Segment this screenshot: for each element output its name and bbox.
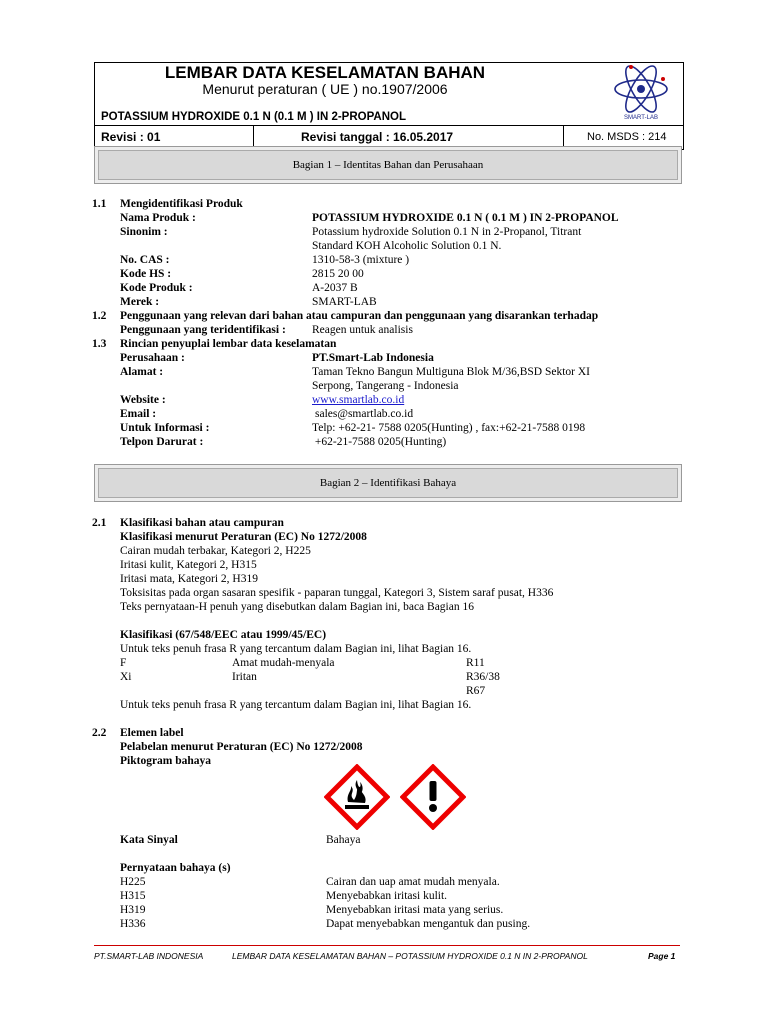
table-cell: Xi xyxy=(120,671,132,683)
subsection-subtitle: Pelabelan menurut Peraturan (EC) No 1272/2008 xyxy=(120,741,363,753)
field-label: Email : xyxy=(120,408,157,420)
msds-number: No. MSDS : 214 xyxy=(587,131,667,143)
field-value: Telp: +62-21- 7588 0205(Hunting) , fax:+62-21-7588 0198 xyxy=(312,422,586,434)
hazard-code: H315 xyxy=(120,890,146,902)
hazard-text: Dapat menyebabkan mengantuk dan pusing. xyxy=(326,918,531,930)
field-value: 1310-58-3 (mixture ) xyxy=(312,254,410,266)
table-cell: R67 xyxy=(466,685,486,697)
table-cell: R36/38 xyxy=(466,671,500,683)
classification-line: Teks pernyataan-H penuh yang disebutkan dalam Bagian ini, baca Bagian 16 xyxy=(120,601,474,613)
field-label: Untuk Informasi : xyxy=(120,422,210,434)
field-label: Merek : xyxy=(120,296,160,308)
section-number: 2.1 xyxy=(92,517,107,529)
field-value: Reagen untuk analisis xyxy=(312,324,413,336)
table-cell: R11 xyxy=(466,657,485,669)
subsection-subtitle: Klasifikasi (67/548/EEC atau 1999/45/EC) xyxy=(120,629,327,641)
product-heading: POTASSIUM HYDROXIDE 0.1 N (0.1 M ) IN 2-PROPANOL xyxy=(101,111,407,123)
field-value: Taman Tekno Bangun Multiguna Blok M/36,BSD Sektor XI xyxy=(312,366,590,378)
classification-line: Cairan mudah terbakar, Kategori 2, H225 xyxy=(120,545,311,557)
classification-line: Iritasi kulit, Kategori 2, H315 xyxy=(120,559,257,571)
field-label: Perusahaan : xyxy=(120,352,185,364)
divider xyxy=(563,126,564,148)
exclamation-pictogram-icon xyxy=(400,764,466,830)
section-1-title: Bagian 1 – Identitas Bahan dan Perusahaan xyxy=(292,159,484,171)
footer-document-title: LEMBAR DATA KESELAMATAN BAHAN – POTASSIUM HYDROXIDE 0.1 N IN 2-PROPANOL xyxy=(232,951,588,961)
signal-word: Bahaya xyxy=(326,834,361,846)
field-label: Sinonim : xyxy=(120,226,168,238)
hazard-code: H336 xyxy=(120,918,146,930)
section-number: 1.2 xyxy=(92,310,107,322)
field-label: Kode Produk : xyxy=(120,282,193,294)
field-value: Serpong, Tangerang - Indonesia xyxy=(312,380,459,392)
field-label: Kode HS : xyxy=(120,268,172,280)
field-value: POTASSIUM HYDROXIDE 0.1 N ( 0.1 M ) IN 2-PROPANOL xyxy=(312,212,619,224)
field-label: Telpon Darurat : xyxy=(120,436,204,448)
classification-line: Toksisitas pada organ sasaran spesifik - paparan tunggal, Kategori 3, Sistem saraf pusat, H336 xyxy=(120,587,554,599)
footer-page-number: Page 1 xyxy=(648,951,676,961)
hazard-code: H225 xyxy=(120,876,146,888)
section-number: 1.3 xyxy=(92,338,107,350)
smart-lab-logo-icon xyxy=(605,59,681,123)
field-label: Website : xyxy=(120,394,166,406)
field-value: A-2037 B xyxy=(312,282,358,294)
table-cell: Amat mudah-menyala xyxy=(232,657,335,669)
logo-text: SMART-LAB xyxy=(624,115,658,121)
field-label: Penggunaan yang teridentifikasi : xyxy=(120,324,286,336)
section-number: 2.2 xyxy=(92,727,107,739)
table-cell: Iritan xyxy=(232,671,257,683)
classification-line: Iritasi mata, Kategori 2, H319 xyxy=(120,573,258,585)
field-value: PT.Smart-Lab Indonesia xyxy=(312,352,434,364)
field-label: Nama Produk : xyxy=(120,212,196,224)
table-cell: F xyxy=(120,657,127,669)
subsection-subtitle: Pernyataan bahaya (s) xyxy=(120,862,231,874)
email-value: sales@smartlab.co.id xyxy=(315,408,414,420)
revision-number: Revisi : 01 xyxy=(101,130,161,144)
field-label: No. CAS : xyxy=(120,254,170,266)
field-value: +62-21-7588 0205(Hunting) xyxy=(312,436,447,448)
subsection-subtitle: Piktogram bahaya xyxy=(120,755,212,767)
regulation-subtitle: Menurut peraturan ( UE ) no.1907/2006 xyxy=(202,81,448,97)
footer-company: PT.SMART-LAB INDONESIA xyxy=(94,951,204,961)
section-2-bar xyxy=(94,464,682,502)
field-value: Standard KOH Alcoholic Solution 0.1 N. xyxy=(312,240,502,252)
field-label: Kata Sinyal xyxy=(120,834,178,846)
hazard-text: Menyebabkan iritasi kulit. xyxy=(326,890,448,902)
field-label: Alamat : xyxy=(120,366,164,378)
subsection-subtitle: Klasifikasi menurut Peraturan (EC) No 1272/2008 xyxy=(120,531,367,543)
section-1-bar xyxy=(94,146,682,184)
subsection-title: Penggunaan yang relevan dari bahan atau campuran dan penggunaan yang disarankan terhadap xyxy=(120,310,599,322)
hazard-text: Menyebabkan iritasi mata yang serius. xyxy=(326,904,504,916)
hazard-code: H319 xyxy=(120,904,146,916)
field-value: SMART-LAB xyxy=(312,296,377,308)
note-text: Untuk teks penuh frasa R yang tercantum dalam Bagian ini, lihat Bagian 16. xyxy=(120,699,472,711)
section-number: 1.1 xyxy=(92,198,107,210)
hazard-text: Cairan dan uap amat mudah menyala. xyxy=(326,876,500,888)
subsection-title: Elemen label xyxy=(120,727,184,739)
field-value: 2815 20 00 xyxy=(312,268,364,280)
divider xyxy=(253,126,254,148)
revision-date: Revisi tanggal : 16.05.2017 xyxy=(301,130,454,144)
flame-pictogram-icon xyxy=(324,764,390,830)
subsection-title: Mengidentifikasi Produk xyxy=(120,198,243,210)
document-header xyxy=(94,62,684,150)
subsection-title: Klasifikasi bahan atau campuran xyxy=(120,517,284,529)
subsection-title: Rincian penyuplai lembar data keselamatan xyxy=(120,338,337,350)
website-link[interactable]: www.smartlab.co.id xyxy=(312,394,405,406)
footer-divider xyxy=(94,945,680,946)
revision-row xyxy=(95,125,683,148)
note-text: Untuk teks penuh frasa R yang tercantum dalam Bagian ini, lihat Bagian 16. xyxy=(120,643,472,655)
field-value: Potassium hydroxide Solution 0.1 N in 2-Propanol, Titrant xyxy=(312,226,582,238)
document-title: LEMBAR DATA KESELAMATAN BAHAN xyxy=(164,63,486,82)
section-2-title: Bagian 2 – Identifikasi Bahaya xyxy=(319,477,457,489)
